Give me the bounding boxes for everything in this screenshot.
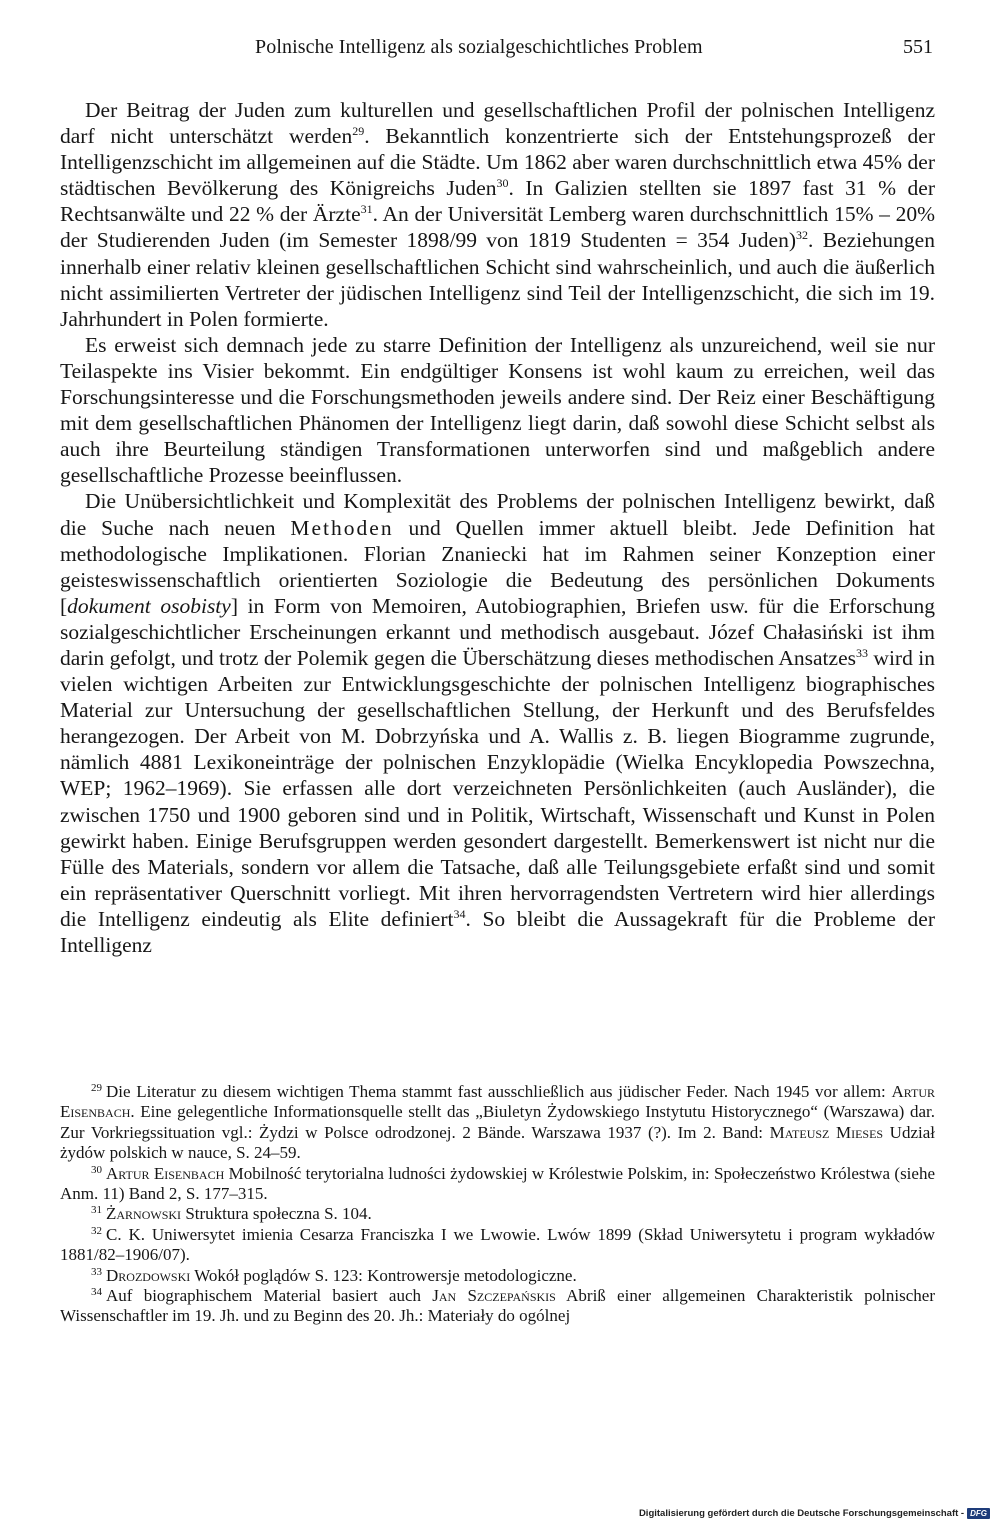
digitization-credit <box>639 1508 990 1519</box>
text-run: . Beziehungen innerhalb einer relativ kleinen gesellschaftlichen Schicht sind wahrscheinlich, und auch die äußerlich nicht assimilierten Vertreter der jüdischen Intelligenz sind Teil der Intelligenzschicht, die sich im 19. Jahrhundert in Polen formierte. <box>60 228 935 331</box>
emphasis-italic: dokument osobisty <box>67 593 231 618</box>
footnote-29: 29 Die Literatur zu diesem wichtigen Thema stammt fast ausschließlich aus jüdischer Feder. Nach 1945 vor allem: Artur Eisenbach. Eine gelegentliche Informationsquelle stellt das „Biuletyn Żydowskiego Instytutu Historycznego“ (Warszawa) dar. Zur Vorkriegssituation vgl.: Żydzi w Polsce odrodzonej. 2 Bände. Warszawa 1937 (?). Im 2. Band: Mateusz Mieses Udział żydów polskich w nauce, S. 24–59. <box>60 1082 935 1163</box>
text-run: Udział żydów polskich w nauce, S. 24–59. <box>60 1122 935 1163</box>
footnote-ref-34: 34 <box>453 906 466 921</box>
footnote-ref-31: 31 <box>360 202 373 217</box>
paragraph-2: Es erweist sich demnach jede zu starre Definition der Intelligenz als unzureichend, weil sie nur Teilaspekte ins Visier bekommt. Ein endgültiger Konsens ist wohl kaum zu erreichen, weil das Forschungsinteresse und die Forschungsmethoden jeweils andere sind. Der Reiz einer Beschäftigung mit dem gesellschaftlichen Phänomen der Intelligenz liegt darin, daß sowohl diese Schicht selbst als auch ihre Beurteilung ständigen Transformationen unterworfen sind und maßgeblich andere gesellschaftliche Prozesse beeinflussen. <box>60 332 935 488</box>
paragraph-1 <box>60 97 935 332</box>
credit-text: Digitalisierung gefördert durch die Deutsche Forschungsgemeinschaft - <box>638 1508 965 1519</box>
footnote-ref-32: 32 <box>796 228 809 243</box>
footnote-33: 33 Drozdowski Wokół poglądów S. 123: Kontrowersje metodologiczne. <box>91 1265 577 1285</box>
footnote-ref-29: 29 <box>352 124 365 139</box>
footnote-34: 34 Auf biographischem Material basiert auch Jan Szczepańskis Abriß einer allgemeinen Charakteristik polnischer Wissenschaftler im 19. Jh. und zu Beginn des 20. Jh.: Materiały do ogólnej <box>60 1286 935 1326</box>
text-run: und Quellen immer aktuell bleibt. Jede Definition hat methodologische Implikationen. Florian Znaniecki hat im Rahmen seiner Konzeption einer geisteswissenschaftlich orientierten Soziologie die Bedeutung des persönlichen Dokuments [ <box>60 515 935 618</box>
dfg-logo-icon: DFG <box>967 1508 990 1519</box>
footnote-ref-33: 33 <box>855 645 868 660</box>
text-run: C. K. Uniwersytet imienia Cesarza Franciszka I we Lwowie. Lwów 1899 (Skład Uniwersytetu i program wykładów 1881/82–1906/07). <box>60 1224 935 1265</box>
author-name: Żarnowski <box>106 1204 182 1224</box>
text-run: . In Galizien stellten sie 1897 fast 31 % der Rechtsanwälte und 22 % der Ärzte <box>60 176 935 227</box>
author-name: Artur Eisenbach <box>106 1163 225 1183</box>
footnotes <box>60 1082 935 1327</box>
author-name: Drozdowski <box>106 1265 191 1285</box>
text-run: Wokół poglądów S. 123: Kontrowersje metodologiczne. <box>190 1265 577 1285</box>
text-run: Mobilność terytorialna ludności żydowskiej w Królestwie Polskim, in: Społeczeństwo Królestwa (siehe Anm. 11) Band 2, S. 177–315. <box>60 1163 935 1204</box>
footnote-30: 30 Artur Eisenbach Mobilność terytorialna ludności żydowskiej w Królestwie Polskim, in: Społeczeństwo Królestwa (siehe Anm. 11) Band 2, S. 177–315. <box>60 1163 935 1204</box>
text-run: . Bekanntlich konzentrierte sich der Entstehungsprozeß der Intelligenzschicht im allgemeinen auf die Städte. Um 1862 aber waren durchschnittlich etwa 45% der städtischen Bevölkerung des Königreichs Juden <box>60 124 935 201</box>
footnote-ref-30: 30 <box>496 176 509 191</box>
text-run: Struktura społeczna S. 104. <box>181 1204 372 1224</box>
body-text <box>60 97 935 958</box>
paragraph-3 <box>60 488 935 958</box>
author-name: Artur Eisenbach <box>60 1082 935 1122</box>
text-run: . An der Universität Lemberg waren durchschnittlich 15% – 20% der Studierenden Juden (im Semester 1898/99 von 1819 Studenten = 354 Juden) <box>60 202 935 253</box>
footnote-32: 32 C. K. Uniwersytet imienia Cesarza Franciszka I we Lwowie. Lwów 1899 (Skład Uniwersytetu i program wykładów 1881/82–1906/07). <box>60 1224 935 1265</box>
text-run: Der Beitrag der Juden zum kulturellen und gesellschaftlichen Profil der polnischen Intelligenz darf nicht unterschätzt werden <box>60 98 935 149</box>
text-run: ] in Form von Memoiren, Autobiographien, Briefen usw. für die Erforschung sozialgeschichtlicher Erscheinungen erkannt und methodisch ausgebaut. Józef Chałasiński ist ihm darin gefolgt, und trotz der Polemik gegen die Überschätzung dieses methodischen Ansatzes <box>60 593 935 670</box>
text-run: Die Literatur zu diesem wichtigen Thema stammt fast ausschließlich aus jüdischer Feder. Nach 1945 vor allem: <box>106 1082 892 1101</box>
author-name: Mateusz Mieses <box>769 1122 884 1142</box>
text-run: wird in vielen wichtigen Arbeiten zur Entwicklungsgeschichte der polnischen Intelligenz biographisches Material zur Untersuchung der gesellschaftlichen Stellung, der Herkunft und des Berufsfeldes herangezogen. Der Arbeit von M. Dobrzyńska und A. Wallis z. B. liegen Biogramme zugrunde, nämlich 4881 Lexikoneinträge der polnischen Enzyklopädie (Wielka Encyklopedia Powszechna, WEP; 1962–1969). Sie erfassen alle dort verzeichneten Persönlichkeiten (auch Ausländer), die zwischen 1750 und 1900 geboren sind und in Politik, Wirtschaft, Wissenschaft und Kunst in Polen gewirkt haben. Einige Berufsgruppen werden gesondert dargestellt. Bemerkenswert ist nicht nur die Fülle des Materials, sondern vor allem die Tatsache, daß alle Teilungsgebiete erfaßt sind und somit ein repräsentativer Querschnitt vorliegt. Mit ihren hervorragendsten Vertretern wird hier allerdings die Intelligenz eindeutig als Elite definiert <box>60 645 935 931</box>
running-title: Polnische Intelligenz als sozialgeschichtliches Problem <box>255 36 703 58</box>
text-run: Auf biographischem Material basiert auch <box>106 1286 433 1306</box>
page-header <box>60 36 935 66</box>
text-run: Abriß einer allgemeinen Charakteristik polnischer Wissenschaftler im 19. Jh. und zu Beginn des 20. Jh.: Materiały do ogólnej <box>60 1286 935 1326</box>
text-run: Die Unübersichtlichkeit und Komplexität des Problems der polnischen Intelligenz bewirkt, daß die Suche nach neuen <box>60 489 935 540</box>
footnote-31: 31 Żarnowski Struktura społeczna S. 104. <box>91 1204 372 1224</box>
text-run: . Eine gelegentliche Informationsquelle stellt das „Biuletyn Żydowskiego Instytutu Historycznego“ (Warszawa) dar. Zur Vorkriegssituation vgl.: Żydzi w Polsce odrodzonej. 2 Bände. Warszawa 1937 (?). Im 2. Band: <box>60 1102 935 1142</box>
emphasis-spaced: Methoden <box>290 515 394 540</box>
author-name: Jan Szczepańskis <box>432 1286 556 1306</box>
page-number: 551 <box>903 36 933 58</box>
text-run: . So bleibt die Aussagekraft für die Probleme der Intelligenz <box>60 906 935 957</box>
